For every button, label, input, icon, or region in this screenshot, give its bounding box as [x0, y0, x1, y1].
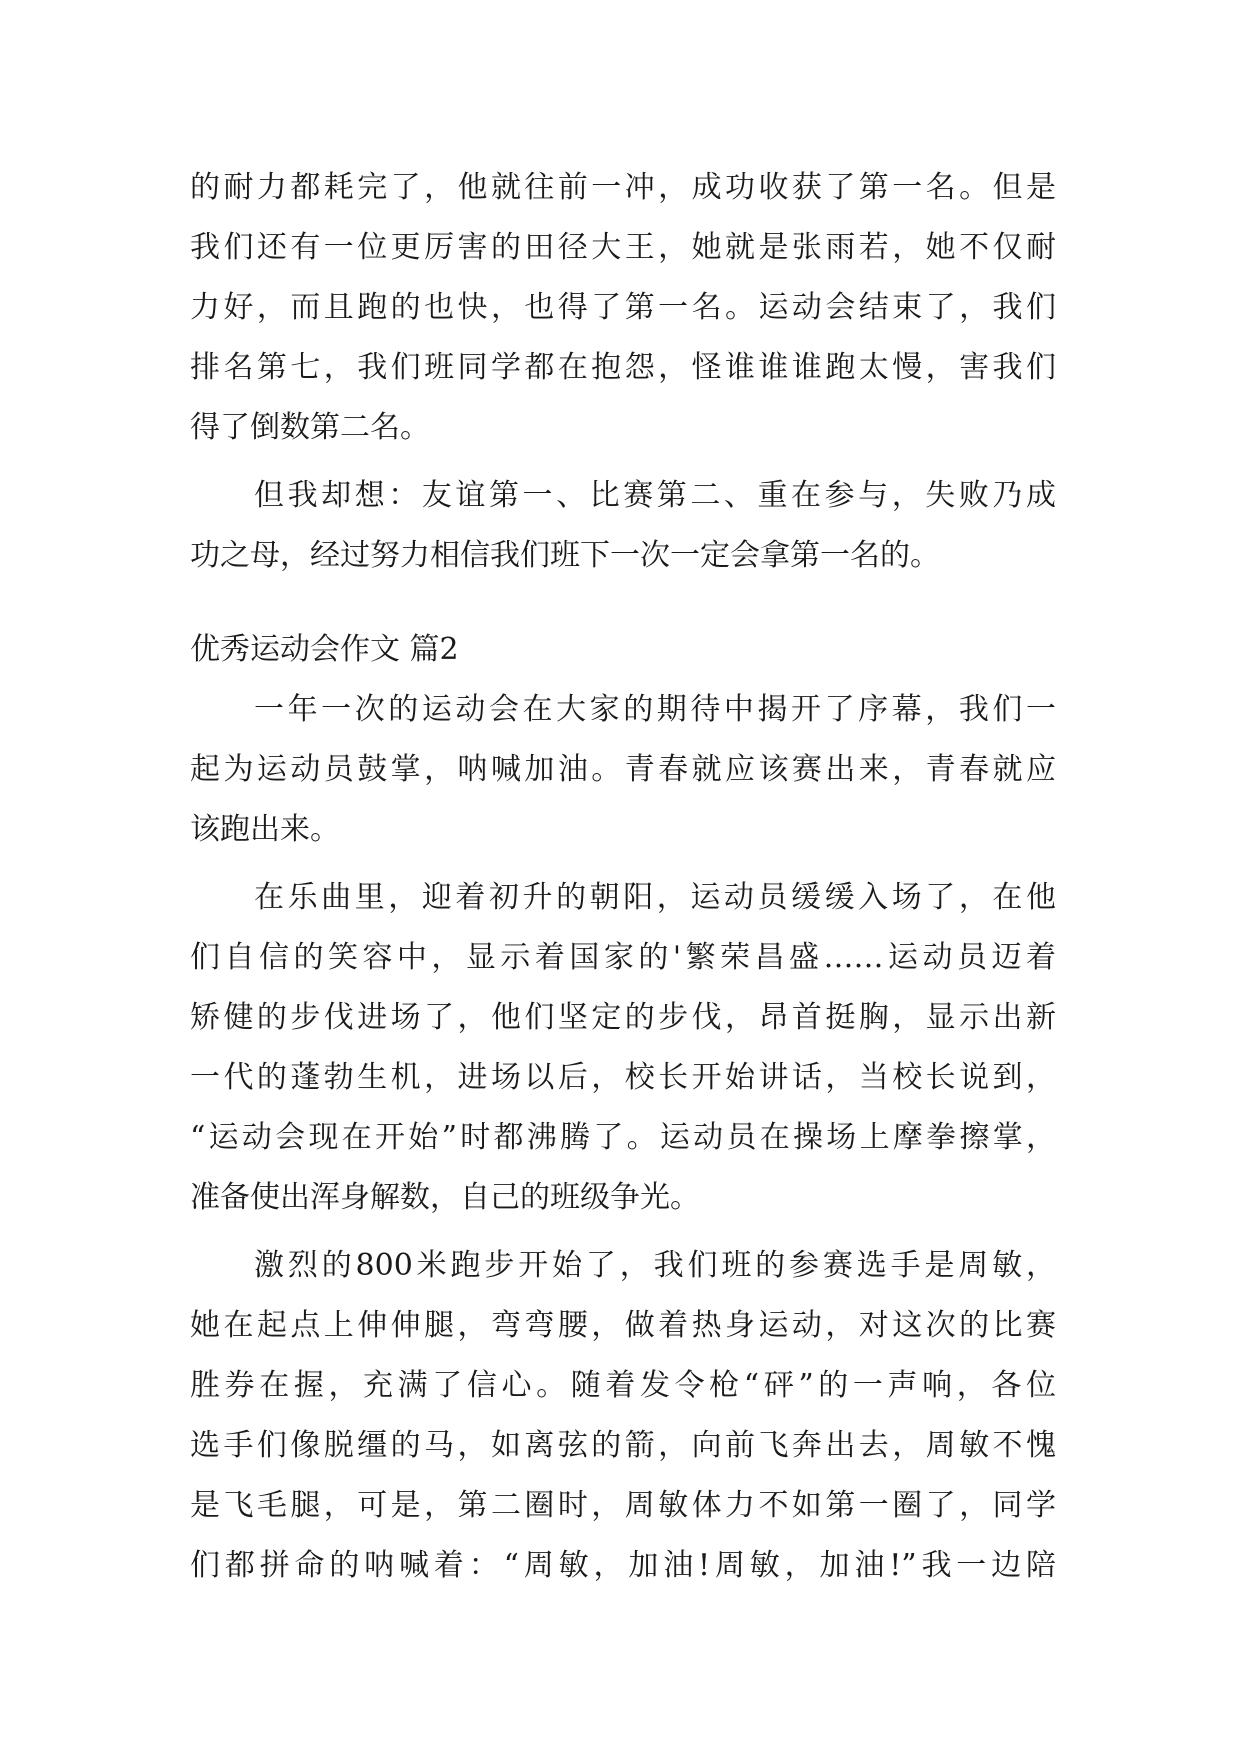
paragraph-5 [190, 1236, 1056, 1596]
text-line: 矫健的步伐进场了，他们坚定的步伐，昂首挺胸，显示出新 [190, 1000, 1056, 1035]
text-line: 但我却想：友谊第一、比赛第二、重在参与，失败乃成 [254, 478, 1056, 513]
text-line: 力好，而且跑的也快，也得了第一名。运动会结束了，我们 [190, 290, 1056, 325]
text-line: 们自信的笑容中，显示着国家的'繁荣昌盛……运动员迈着 [190, 940, 1056, 975]
text-line: 一代的蓬勃生机，进场以后，校长开始讲话，当校长说到， [190, 1060, 1056, 1095]
document-page [190, 158, 1056, 1604]
text-line: 胜券在握，充满了信心。随着发令枪“砰”的一声响，各位 [190, 1368, 1056, 1403]
paragraph-3 [190, 680, 1056, 860]
text-line: 起为运动员鼓掌，呐喊加油。青春就应该赛出来，青春就应 [190, 752, 1056, 787]
paragraph-2 [190, 466, 1056, 586]
paragraph-1 [190, 158, 1056, 458]
text-line: 们都拼命的呐喊着：“周敏，加油!周敏，加油!”我一边陪 [190, 1548, 1056, 1583]
text-line: 我们还有一位更厉害的田径大王，她就是张雨若，她不仅耐 [190, 230, 1056, 265]
text-line: 她在起点上伸伸腿，弯弯腰，做着热身运动，对这次的比赛 [190, 1308, 1056, 1343]
text-line: 该跑出来。 [190, 812, 340, 847]
text-line: 得了倒数第二名。 [190, 410, 430, 445]
text-line: “运动会现在开始”时都沸腾了。运动员在操场上摩拳擦掌， [190, 1120, 1056, 1155]
text-line: 的耐力都耗完了，他就往前一冲，成功收获了第一名。但是 [190, 170, 1056, 205]
text-line: 一年一次的运动会在大家的期待中揭开了序幕，我们一 [254, 692, 1056, 727]
text-line: 排名第七，我们班同学都在抱怨，怪谁谁谁跑太慢，害我们 [190, 350, 1056, 385]
paragraph-4 [190, 868, 1056, 1228]
text-line: 激烈的800米跑步开始了，我们班的参赛选手是周敏， [254, 1248, 1056, 1283]
text-line: 功之母，经过努力相信我们班下一次一定会拿第一名的。 [190, 538, 940, 573]
section-heading: 优秀运动会作文 篇2 [190, 632, 459, 667]
text-line: 在乐曲里，迎着初升的朝阳，运动员缓缓入场了，在他 [254, 880, 1056, 915]
text-line: 选手们像脱缰的马，如离弦的箭，向前飞奔出去，周敏不愧 [190, 1428, 1056, 1463]
text-line: 准备使出浑身解数，自己的班级争光。 [190, 1180, 700, 1215]
text-line: 是飞毛腿，可是，第二圈时，周敏体力不如第一圈了，同学 [190, 1488, 1056, 1523]
